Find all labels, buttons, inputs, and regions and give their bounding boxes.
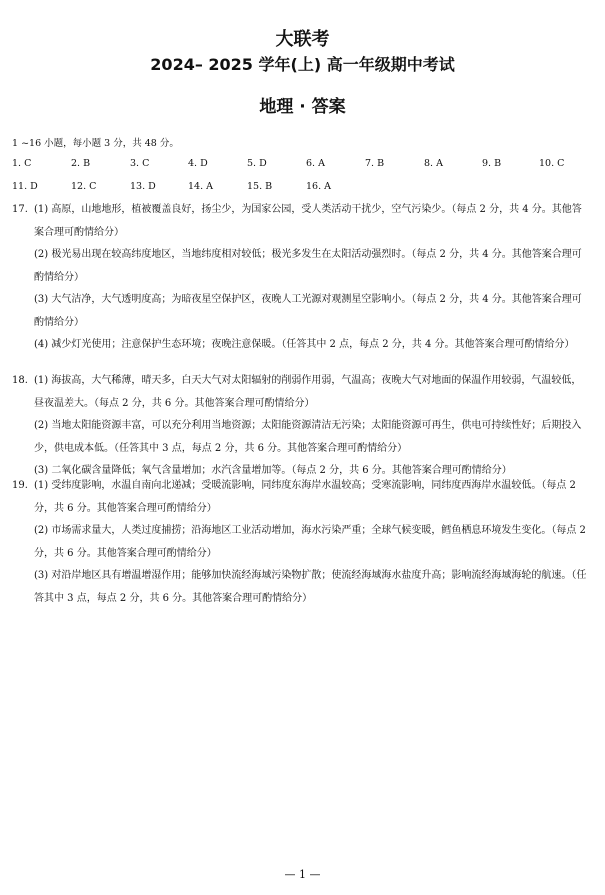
answer-item: 15. B bbox=[247, 181, 273, 192]
answer-item: 1. C bbox=[12, 158, 32, 169]
answer-item: 6. A bbox=[306, 158, 325, 169]
answer-part: (3) 对沿岸地区具有增温增湿作用；能够加快流经海域污染物扩散；使流经海域海水盐度升高；影响流经海域海轮的航速。（任答其中 3 点，每点 2 分，共 6 分。其他答案合理可酌情给分） bbox=[34, 570, 587, 604]
answer-part: (1) 高原，山地地形，植被覆盖良好，扬尘少，为国家公园，受人类活动干扰少，空气污染少。（每点 2 分，共 4 分。其他答案合理可酌情给分） bbox=[34, 204, 582, 238]
answer-item: 11. D bbox=[12, 181, 38, 192]
answer-part: (3) 大气洁净，大气透明度高；为暗夜星空保护区，夜晚人工光源对观测星空影响小。（每点 2 分，共 4 分。其他答案合理可酌情给分） bbox=[34, 294, 582, 328]
answer-item: 3. C bbox=[130, 158, 150, 169]
question-17 bbox=[12, 199, 590, 357]
answer-part: (3) 二氧化碳含量降低；氧气含量增加；水汽含量增加等。（每点 2 分，共 6 分。其他答案合理可酌情给分） bbox=[34, 465, 512, 476]
answer-part: (1) 海拔高，大气稀薄，晴天多，白天大气对太阳辐射的削弱作用弱，气温高；夜晚大气对地面的保温作用较弱，气温较低，昼夜温差大。（每点 2 分，共 6 分。其他答案合理可酌情给分） bbox=[34, 375, 582, 409]
question-18 bbox=[12, 370, 590, 483]
answer-item: 4. D bbox=[188, 158, 208, 169]
exam-organization-title: 大联考 bbox=[275, 29, 330, 50]
question-number: 19. bbox=[12, 480, 28, 491]
question-number: 18. bbox=[12, 375, 28, 386]
answer-part: (2) 极光易出现在较高纬度地区，当地纬度相对较低；极光多发生在太阳活动强烈时。（每点 2 分，共 4 分。其他答案合理可酌情给分） bbox=[34, 249, 582, 283]
multiple-choice-summary: 1 ~16 小题，每小题 3 分，共 48 分。 bbox=[12, 138, 179, 149]
answer-part: (4) 减少灯光使用；注意保护生态环境；夜晚注意保暖。（任答其中 2 点，每点 2 分，共 4 分。其他答案合理可酌情给分） bbox=[34, 339, 575, 350]
answer-item: 9. B bbox=[482, 158, 502, 169]
answer-part: (2) 市场需求量大，人类过度捕捞；沿海地区工业活动增加，海水污染严重；全球气候变暖，鳕鱼栖息环境发生变化。（每点 2 分，共 6 分。其他答案合理可酌情给分） bbox=[34, 525, 586, 559]
answer-item: 8. A bbox=[424, 158, 443, 169]
subject-answer-title: 地理 · 答案 bbox=[259, 97, 346, 117]
answer-item: 14. A bbox=[188, 181, 213, 192]
question-19 bbox=[12, 475, 590, 610]
answer-part: (1) 受纬度影响，水温自南向北递减；受暖流影响，同纬度东海岸水温较高；受寒流影响，同纬度西海岸水温较低。（每点 2 分，共 6 分。其他答案合理可酌情给分） bbox=[34, 480, 576, 514]
exam-subtitle: 2024– 2025 学年(上) 高一年级期中考试 bbox=[150, 55, 455, 74]
page-number: — 1 — bbox=[284, 868, 321, 881]
answer-item: 7. B bbox=[365, 158, 385, 169]
answer-item: 16. A bbox=[306, 181, 331, 192]
answer-item: 12. C bbox=[71, 181, 97, 192]
answer-item: 10. C bbox=[539, 158, 565, 169]
answer-item: 2. B bbox=[71, 158, 91, 169]
answer-item: 5. D bbox=[247, 158, 267, 169]
answer-item: 13. D bbox=[130, 181, 156, 192]
answer-part: (2) 当地太阳能资源丰富，可以充分利用当地资源；太阳能资源清洁无污染；太阳能资源可再生，供电可持续性好；后期投入少，供电成本低。（任答其中 3 点，每点 2 分，共 6 分。其他答案合理可酌情给分） bbox=[34, 420, 582, 454]
question-number: 17. bbox=[12, 204, 28, 215]
